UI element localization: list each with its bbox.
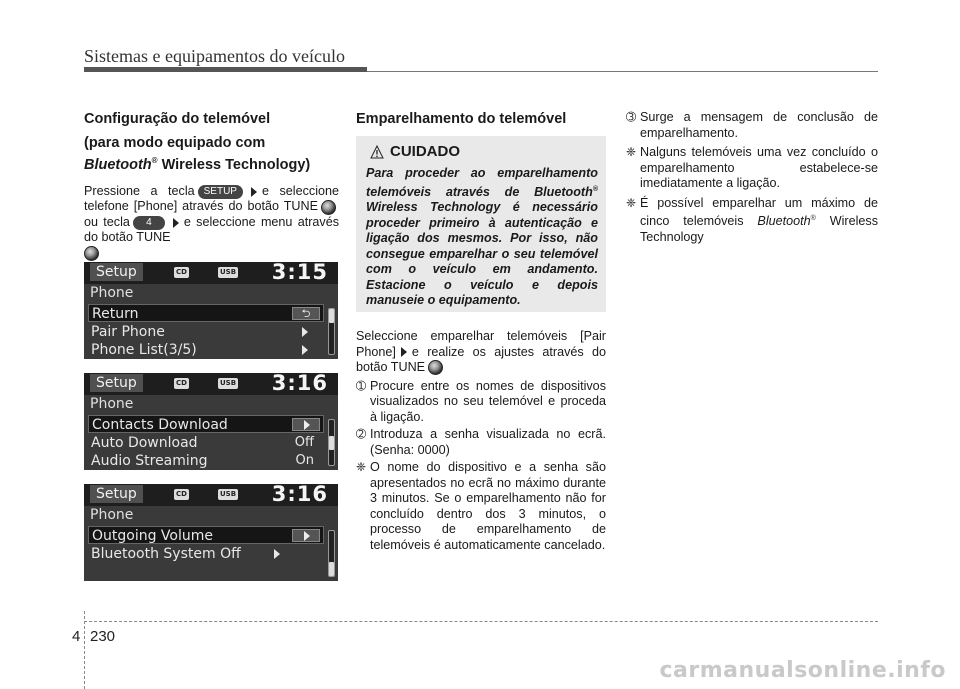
pairing-note-2 [626,145,878,192]
note-text: O nome do dispositivo e a senha são apresentados no ecrã no máximo durante 3 minutos. Se o emparelhamento não for concluído dentro dos 3 minutos, o processo de emparelhamento de telemóveis é automaticamente cancelado. [370,460,606,552]
column-configuration [84,110,339,261]
screen-title: Setup [90,485,143,503]
heading-rest: Wireless Technology) [157,156,311,173]
pairing-intro [356,329,606,376]
note-text-b: Wireless Technology [640,214,879,244]
screen-subtitle: Phone [90,285,134,301]
chevron-right-icon [274,549,280,559]
scrollbar-thumb[interactable] [329,309,334,323]
menu-row-audio-streaming[interactable] [88,452,324,470]
screen-title: Setup [90,374,143,392]
menu-row-value: On [295,453,314,468]
menu-row-return[interactable] [88,304,324,322]
pairing-step-2 [356,427,606,458]
screen-clock: 3:15 [271,262,328,284]
column-pairing [356,110,606,128]
pairing-text-1: Seleccione emparelhar telemóveis [Pair Phone] [356,329,606,359]
arrow-right-icon [173,218,179,228]
back-arrow-icon: ⮌ [292,307,320,320]
caution-reg-mark: ® [592,185,598,193]
setup-screen-3 [84,484,338,581]
caution-text-b: Wireless Technology é necessário proceder primeiro à autenticação e ligação dos mesmos. Por isso, não consegue emparelhar o seu telemóvel com o veículo em andamento. Estacione o veículo e depois manuseie o equipamento. [366,200,598,308]
menu-row-pair-phone[interactable] [88,323,324,341]
caution-box [356,136,606,312]
step-marker: ➁ [356,427,367,441]
scrollbar-thumb[interactable] [329,562,334,576]
screen-title: Setup [90,263,143,281]
menu-row-label: Return [92,306,139,322]
screen-scrollbar[interactable] [328,308,335,355]
menu-row-phone-list[interactable] [88,341,324,359]
pairing-step-3 [626,110,878,141]
note-marker: ❈ [356,460,367,474]
header-bar [84,67,367,72]
caution-title: CUIDADO [390,143,460,160]
step-marker: ➀ [356,378,367,393]
config-text-1: Pressione a tecla [84,183,195,198]
pairing-note-1 [356,460,606,553]
setup-screen-2 [84,373,338,470]
config-text-3: ou tecla [84,214,130,229]
menu-row-label: Auto Download [91,435,198,451]
note-marker: ❈ [626,145,637,159]
chapter-number: 4 [72,628,81,645]
note-reg-mark: ® [810,215,816,222]
section-heading-config-sub [84,134,339,174]
menu-row-outgoing-volume[interactable] [88,526,324,544]
menu-row-label: Audio Streaming [91,453,208,469]
cd-indicator: CD [176,268,187,276]
menu-row-label: Bluetooth System Off [91,546,241,562]
warning-icon [370,145,384,159]
config-instructions [84,184,339,262]
screen-subtitle: Phone [90,396,134,412]
screen-scrollbar[interactable] [328,419,335,466]
footer-rule [84,621,878,622]
menu-row-label: Phone List(3/5) [91,342,197,358]
menu-row-value: Off [294,435,314,450]
note-marker: ❈ [626,195,637,210]
arrow-right-icon [251,187,257,197]
screen-subtitle: Phone [90,507,134,523]
step-text: Procure entre os nomes de dispositivos visualizados no seu telemóvel e proceda à ligação. [370,378,606,424]
pairing-step-1 [356,379,606,426]
heading-brand: Bluetooth [84,156,152,173]
pairing-steps [356,329,606,555]
page-header-title: Sistemas e equipamentos do veículo [84,46,345,66]
page-number: 230 [90,628,116,645]
pairing-note-3 [626,196,878,246]
tune-knob-icon [84,246,99,261]
pairing-text-2: e realize os ajustes através do botão TUNE [356,344,606,374]
caution-text-a: Para proceder ao emparelhamento telemóveis através de Bluetooth [366,166,598,199]
screen-scrollbar[interactable] [328,530,335,577]
screen-clock: 3:16 [271,484,328,506]
chevron-right-icon [292,418,320,431]
tune-knob-icon [321,200,336,215]
watermark-logo: carmanualsonline.info [659,658,946,683]
tune-knob-icon [428,360,443,375]
header-rule [367,71,878,72]
cd-indicator: CD [176,379,187,387]
menu-row-contacts-download[interactable] [88,415,324,433]
scrollbar-thumb[interactable] [329,436,334,450]
section-heading-pairing: Emparelhamento do telemóvel [356,111,567,127]
screen-clock: 3:16 [271,373,328,395]
menu-row-auto-download[interactable] [88,434,324,452]
step-text: Surge a mensagem de conclusão de emparelhamento. [640,110,878,140]
menu-row-label: Pair Phone [91,324,165,340]
note-text-a: É possível emparelhar um máximo de cinco telemóveis [640,195,878,229]
chevron-right-icon [302,327,308,337]
heading-reg-mark: ® [151,156,158,165]
key-4: 4 [133,216,165,230]
column-pairing-cont [626,110,878,247]
setup-key: SETUP [198,185,243,199]
usb-indicator: USB [220,490,237,498]
chevron-right-icon [302,345,308,355]
menu-row-bluetooth-off[interactable] [88,545,324,563]
menu-row-label: Contacts Download [92,417,228,433]
note-brand: Bluetooth [757,214,811,229]
cd-indicator: CD [176,490,187,498]
footer-divider [84,611,85,689]
step-text: Introduza a senha visualizada no ecrã. (Senha: 0000) [370,427,606,457]
caution-text [366,166,598,309]
config-text-2: e seleccione telefone [Phone] através do botão TUNE [84,183,340,214]
caution-header [370,142,598,162]
arrow-right-icon [401,347,407,357]
chevron-right-icon [292,529,320,542]
step-marker: ➂ [626,110,637,124]
config-text-4: e seleccione menu através do botão TUNE [84,214,340,245]
setup-screen-1 [84,262,338,359]
note-text: Nalguns telemóveis uma vez concluído o emparelhamento estabelece-se imediatamente a ligação. [640,145,878,190]
usb-indicator: USB [220,379,237,387]
section-heading-config: Configuração do telemóvel [84,111,271,127]
heading-sub-text: (para modo equipado com [84,135,266,151]
menu-row-label: Outgoing Volume [92,528,214,544]
usb-indicator: USB [220,268,237,276]
